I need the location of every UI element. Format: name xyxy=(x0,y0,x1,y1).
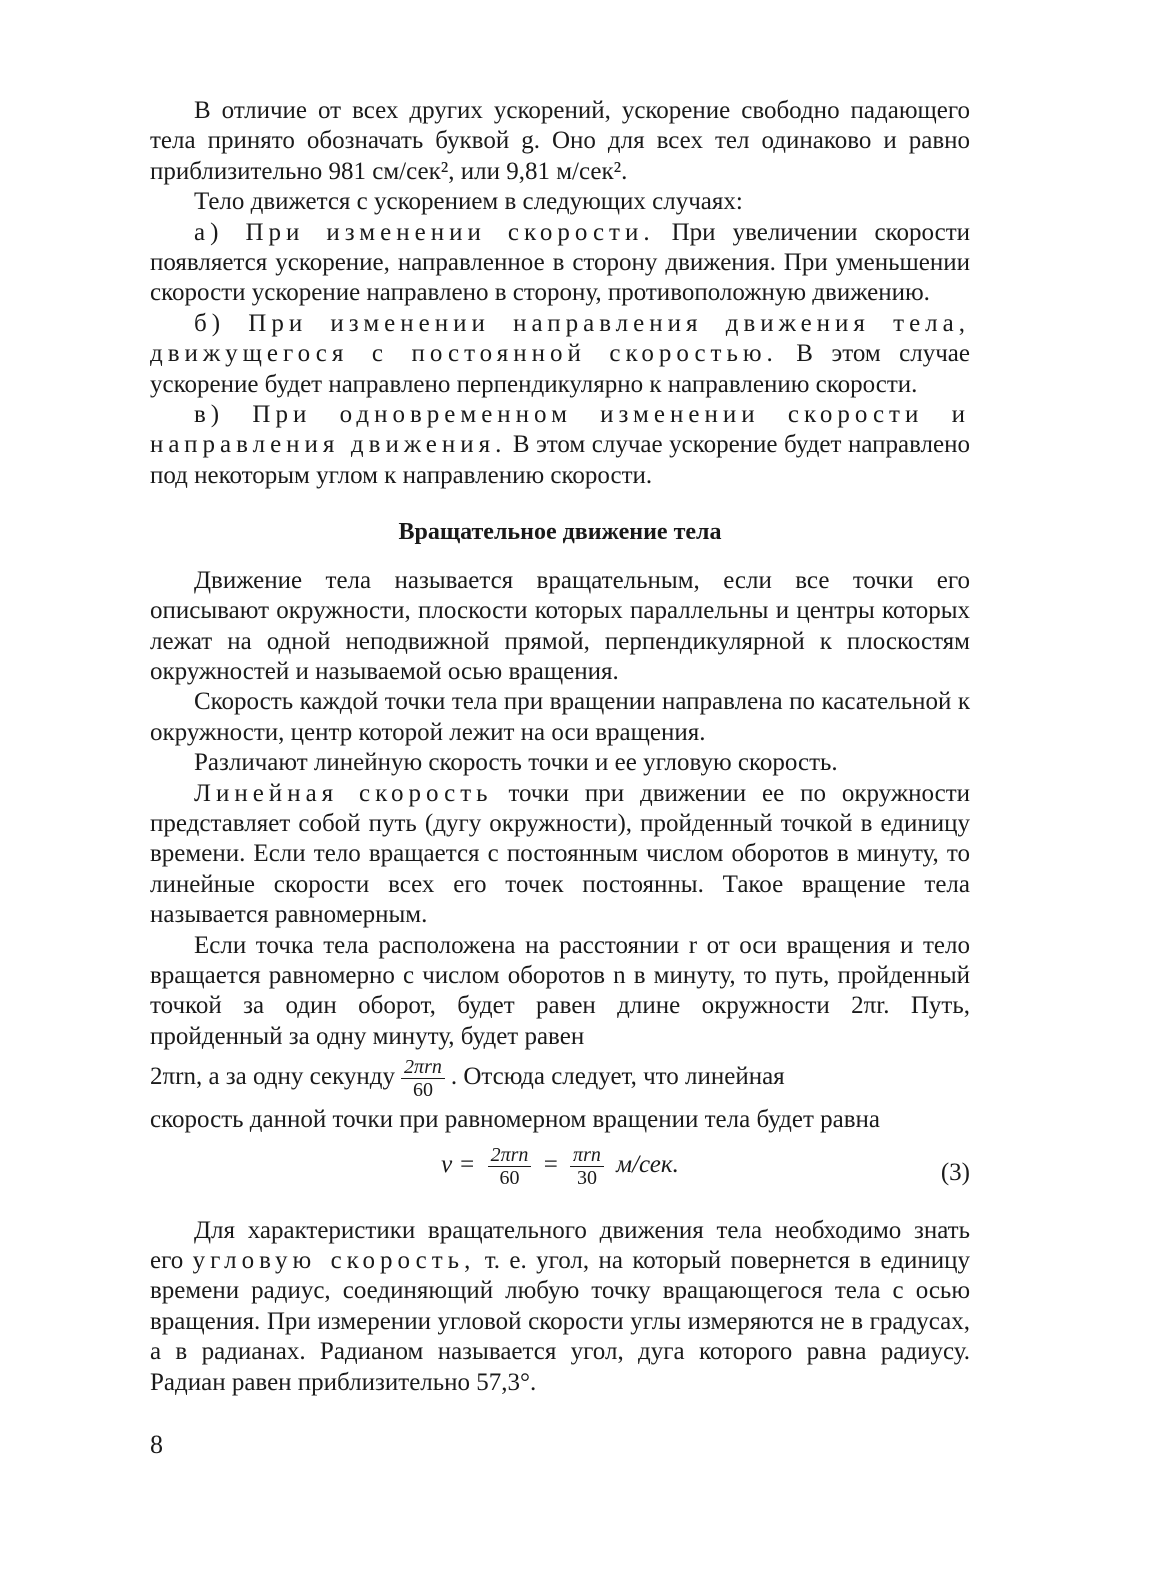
angular-velocity-lead: угловую скорость, xyxy=(192,1247,476,1274)
paragraph-linear-velocity xyxy=(150,779,970,931)
fraction-numerator: 2πrn xyxy=(401,1056,445,1079)
conclusion-text: . Отсюда следует, что линейная xyxy=(450,1063,785,1091)
formula-fraction-2 xyxy=(570,1144,604,1189)
case-a-lead: а) При изменении скорости. xyxy=(194,218,655,246)
angular-text: т. е. угол, на который повернется в единицу времени радиус, соединяющий любую точку вращающегося тела с осью вращения. При измерении угловой скорости углы измеряются не в градусах, а в радианах. Радианом называется угол, дуга которого равна радиусу. Радиан равен приблизительно 57,3°. xyxy=(150,1247,971,1396)
case-c-text: В этом случае ускорение будет направлено под некоторым углом к направлению скорости. xyxy=(150,431,971,489)
per-minute-text: 2πrn, а за одну секунду xyxy=(150,1063,396,1091)
case-a-text: При увеличении скорости появляется ускорение, направленное в сторону движения. При уменьшении скорости ускорение направлено в сторону, противоположную движению. xyxy=(150,218,970,307)
paragraph-point-velocity: Скорость каждой точки тела при вращении направлена по касательной к окружности, центр которой лежит на оси вращения. xyxy=(150,688,970,746)
linear-velocity-text: точки при движении ее по окружности представляет собой путь (дугу окружности), пройденный точкой в единицу времени. Если тело вращается с постоянным числом оборотов в минуту, то линейные скорости всех его точек постоянны. Такое вращение тела называется равномерным. xyxy=(150,779,970,929)
formula-body xyxy=(441,1144,679,1189)
formula-f1-num: 2πrn xyxy=(488,1144,532,1167)
formula-fraction-1 xyxy=(488,1144,532,1189)
fraction-denominator: 60 xyxy=(412,1079,433,1102)
formula-v: v = xyxy=(441,1150,476,1178)
paragraph-linear-angular: Различают линейную скорость точки и ее угловую скорость. xyxy=(194,749,838,777)
formula-unit: м/сек. xyxy=(616,1150,679,1178)
formula-equals: = xyxy=(543,1150,558,1178)
case-c-lead: в) При одновременном изменении скорости и направления движения. xyxy=(150,401,970,459)
line-per-second xyxy=(150,1056,970,1101)
formula-linear-velocity xyxy=(150,1144,970,1202)
paragraph-case-b xyxy=(150,309,970,400)
page-number: 8 xyxy=(150,1430,163,1459)
section-heading: Вращательное движение тела xyxy=(398,519,722,546)
angular-intro: Для характеристики вращательного движения тела необходимо знать его xyxy=(150,1216,970,1274)
case-b-lead: б) При изменении направления движения тела, движущегося с постоянной скоростью. xyxy=(150,309,970,368)
formula-f2-den: 30 xyxy=(576,1166,597,1189)
paragraph-rotation-definition: Движение тела называется вращательным, если все точки его описывают окружности, плоскости которых параллельны и центры которых лежат на одной неподвижной прямой, перпендикулярной к плоскостям окружностей и называемой осью вращения. xyxy=(150,566,970,685)
linear-velocity-lead: Линейная скорость xyxy=(194,779,493,807)
case-b-text: В этом случае ускорение будет направлено перпендикулярно к направлению скорости. xyxy=(150,340,971,398)
fraction-per-second xyxy=(401,1056,445,1101)
paragraph-free-fall: В отличие от всех других ускорений, ускорение свободно падающего тела принято обозначать буквой g. Оно для всех тел одинаково и равно приблизительно 981 см/сек², или 9,81 м/сек². xyxy=(150,97,970,185)
page-content xyxy=(150,96,970,1398)
equation-number: (3) xyxy=(940,1158,970,1186)
paragraph-case-a xyxy=(150,218,970,309)
paragraph-acceleration-cases: Тело движется с ускорением в следующих случаях: xyxy=(194,188,743,216)
formula-f1-den: 60 xyxy=(499,1166,520,1189)
paragraph-distance-per-revolution: Если точка тела расположена на расстоянии r от оси вращения и тело вращается равномерно с числом оборотов n в минуту, то путь, пройденный точкой за один оборот, будет равен длине окружности 2πr. Путь, пройденный за одну минуту, будет равен xyxy=(150,931,970,1050)
paragraph-case-c xyxy=(150,400,970,491)
paragraph-velocity-equals: скорость данной точки при равномерном вращении тела будет равна xyxy=(150,1106,881,1134)
paragraph-angular-velocity xyxy=(150,1216,970,1398)
formula-f2-num: πrn xyxy=(570,1144,604,1167)
